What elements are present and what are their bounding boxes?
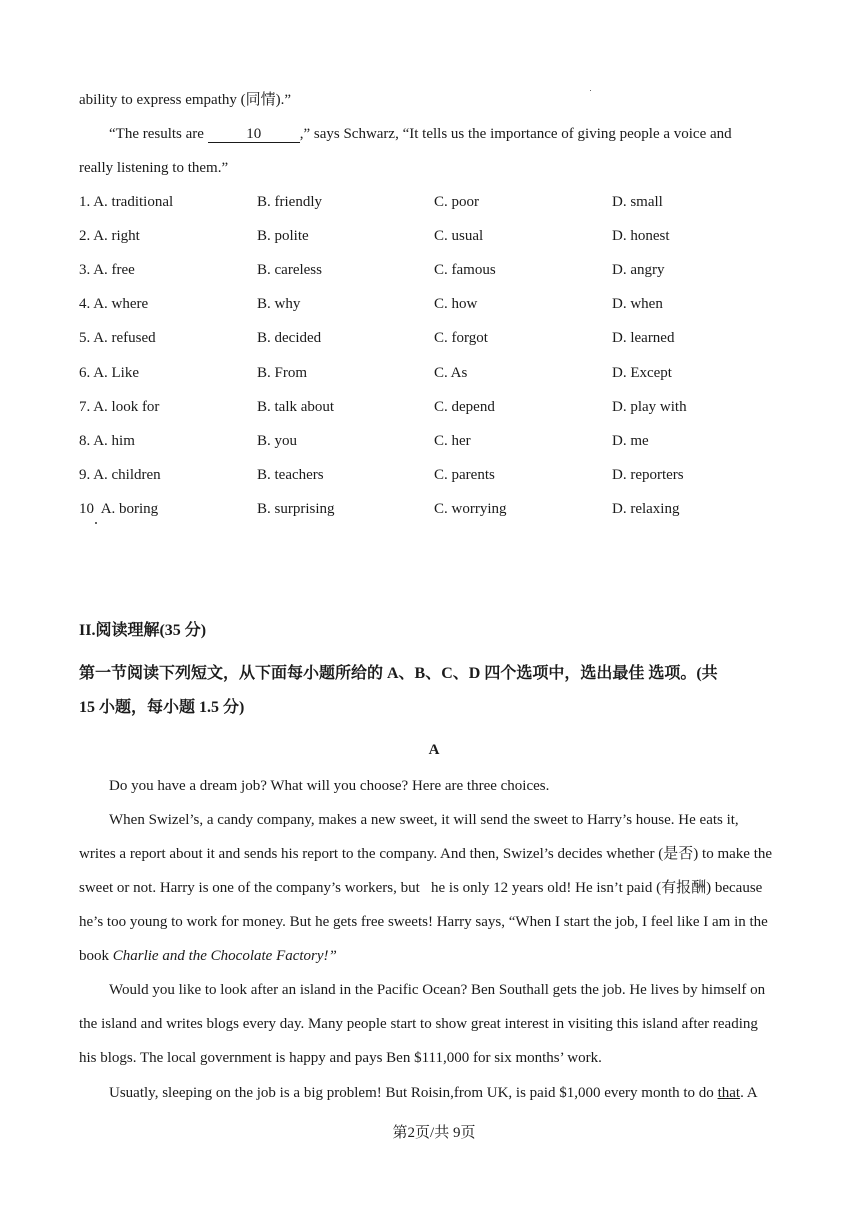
option-d: D. small — [612, 194, 663, 210]
option-d: D. relaxing — [612, 501, 680, 517]
option-row — [79, 432, 779, 450]
page-number: 第2页/共 9页 — [392, 1125, 476, 1141]
option-b: B. teachers — [257, 467, 324, 483]
option-a: 7. A. look for — [79, 399, 160, 415]
passage-line: he’s too young to work for money. But he gets free sweets! Harry says, “When I start the job, I feel like I am in the — [79, 914, 768, 930]
passage-line: Would you like to look after an island in the Pacific Ocean? Ben Southall gets the job. He lives by himself on — [109, 982, 766, 998]
option-b: B. talk about — [257, 399, 335, 415]
option-a: 10 A. boring — [79, 501, 159, 517]
option-d: D. learned — [612, 330, 675, 346]
passage-line: When Swizel’s, a candy company, makes a new sweet, it will send the sweet to Harry’s house. He eats it, — [109, 812, 739, 828]
option-a: 4. A. where — [79, 296, 149, 312]
option-a: 8. A. him — [79, 433, 135, 449]
option-b: B. decided — [257, 330, 322, 346]
option-c: C. As — [434, 365, 468, 381]
passage-paragraph: Do you have a dream job? What will you choose? Here are three choices. — [109, 778, 550, 794]
passage-line: his blogs. The local government is happy and pays Ben $111,000 for six months’ work. — [79, 1050, 602, 1066]
passage-line — [109, 1084, 758, 1102]
option-row — [79, 227, 779, 245]
option-c: C. famous — [434, 262, 496, 278]
option-c: C. worrying — [434, 501, 507, 517]
option-row — [79, 193, 779, 211]
option-c: C. usual — [434, 228, 484, 244]
option-d: D. Except — [612, 365, 672, 381]
p4-suffix: . A — [740, 1085, 758, 1101]
option-a: 9. A. children — [79, 467, 161, 483]
option-d: D. when — [612, 296, 663, 312]
option-row — [79, 500, 779, 518]
section-instruction: 第一节阅读下列短文，从下面每小题所给的 A、B、C、D 四个选项中，选出最佳 选项。(共 — [79, 665, 718, 682]
quote-prefix: “The results are — [109, 126, 208, 142]
option-b: B. friendly — [257, 194, 322, 210]
p4-prefix: Usuatly, sleeping on the job is a big problem! But Roisin,from UK, is paid $1,000 every month to do — [109, 1085, 718, 1101]
option-d: D. reporters — [612, 467, 684, 483]
option-b: B. you — [257, 433, 298, 449]
option-c: C. poor — [434, 194, 479, 210]
answer-blank: 10 — [208, 127, 300, 143]
option-row — [79, 329, 779, 347]
option-row — [79, 364, 779, 382]
option-c: C. parents — [434, 467, 495, 483]
option-b: B. From — [257, 365, 308, 381]
section-instruction: 15 小题，每小题 1.5 分) — [79, 699, 245, 716]
option-d: D. me — [612, 433, 649, 449]
underlined-word: that — [717, 1085, 741, 1101]
option-a: 2. A. right — [79, 228, 140, 244]
passage-line: writes a report about it and sends his report to the company. And then, Swizel’s decides whether (是否) to make the — [79, 846, 773, 862]
option-row — [79, 261, 779, 279]
passage-line — [79, 947, 337, 965]
option-d: D. play with — [612, 399, 687, 415]
option-b: B. why — [257, 296, 301, 312]
quote-suffix: ,” says Schwarz, “It tells us the importance of giving people a voice and — [299, 126, 732, 142]
passage-line: ability to express empathy (同情).” — [79, 92, 292, 108]
passage-quote-line — [109, 125, 732, 143]
section-title: II.阅读理解(35 分) — [79, 622, 207, 639]
passage-line: the island and writes blogs every day. Many people start to show great interest in visiting this island after reading — [79, 1016, 758, 1032]
option-d: D. angry — [612, 262, 665, 278]
passage-line: really listening to them.” — [79, 160, 229, 176]
passage-line: sweet or not. Harry is one of the company’s workers, but he is only 12 years old! He isn’t paid (有报酬) because — [79, 880, 763, 896]
option-c: C. how — [434, 296, 478, 312]
book-title: Charlie and the Chocolate Factory!” — [112, 948, 337, 964]
option-c: C. depend — [434, 399, 495, 415]
option-row — [79, 466, 779, 484]
option-row — [79, 398, 779, 416]
option-b: B. careless — [257, 262, 322, 278]
stray-dot — [590, 90, 591, 91]
stray-dot — [95, 522, 97, 524]
option-a: 3. A. free — [79, 262, 135, 278]
option-c: C. her — [434, 433, 471, 449]
option-d: D. honest — [612, 228, 670, 244]
option-b: B. polite — [257, 228, 309, 244]
option-row — [79, 295, 779, 313]
option-a: 1. A. traditional — [79, 194, 174, 210]
book-prefix: book — [79, 948, 113, 964]
option-a: 6. A. Like — [79, 365, 140, 381]
option-c: C. forgot — [434, 330, 488, 346]
option-a: 5. A. refused — [79, 330, 156, 346]
option-b: B. surprising — [257, 501, 335, 517]
passage-label: A — [428, 742, 440, 758]
